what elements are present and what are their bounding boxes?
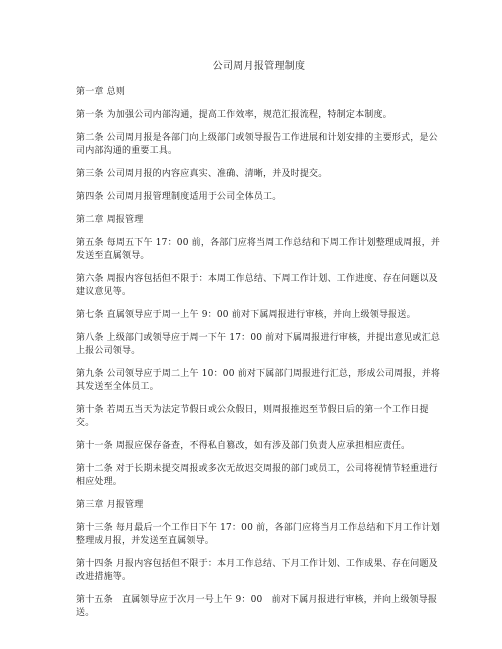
article-4: 第四条 公司周月报管理制度适用于公司全体员工。: [76, 192, 282, 202]
document-title: 公司周月报管理制度: [212, 61, 306, 72]
article-1: 第一条 为加强公司内部沟通，提高工作效率，规范汇报流程，特制定本制度。: [76, 110, 392, 120]
chapter-heading-1: 第一章 总则: [76, 87, 126, 97]
article-13: 第十三条 每月最后一个工作日下午 17：00 前，各部门应将当月工作总结和下月工作计划整理成月报，并发送至直属领导。: [76, 523, 441, 546]
article-5: 第五条 每周五下午 17：00 前，各部门应将当周工作总结和下周工作计划整理成周报，并发送至直属领导。: [76, 238, 441, 261]
chapter-heading-3: 第三章 月报管理: [76, 500, 144, 510]
article-9: 第九条 公司领导应于周二上午 10：00 前对下属部门周报进行汇总，形成公司周报，并将其发送至全体员工。: [76, 369, 441, 392]
article-7: 第七条 直属领导应于周一上午 9：00 前对下属周报进行审核，并向上级领导报送。: [76, 310, 416, 320]
article-11: 第十一条 周报应保存备查，不得私自篡改，如有涉及部门负责人应承担相应责任。: [76, 441, 411, 451]
article-2: 第二条 公司周月报是各部门向上级部门或领导报告工作进展和计划安排的主要形式，是公司内部沟通的重要工具。: [76, 133, 438, 156]
article-12: 第十二条 对于长期未提交周报或多次无故迟交周报的部门或员工，公司将视情节轻重进行相应处理。: [76, 464, 438, 487]
article-15: 第十五条 直属领导应于次月一号上午 9：00 前对下属月报进行审核，并向上级领导报送。: [76, 595, 438, 618]
article-10: 第十条 若周五当天为法定节假日或公众假日，则周报推迟至节假日后的第一个工作日提交。: [76, 405, 429, 428]
article-6: 第六条 周报内容包括但不限于：本周工作总结、下周工作计划、工作进度、存在问题以及建议意见等。: [76, 274, 438, 297]
article-8: 第八条 上级部门或领导应于周一下午 17：00 前对下属周报进行审核，并提出意见或汇总上报公司领导。: [76, 333, 441, 356]
chapter-heading-2: 第二章 周报管理: [76, 215, 144, 225]
article-3: 第三条 公司周月报的内容应真实、准确、清晰，并及时提交。: [76, 169, 328, 179]
article-14: 第十四条 月报内容包括但不限于：本月工作总结、下月工作计划、工作成果、存在问题及改进措施等。: [76, 559, 438, 582]
